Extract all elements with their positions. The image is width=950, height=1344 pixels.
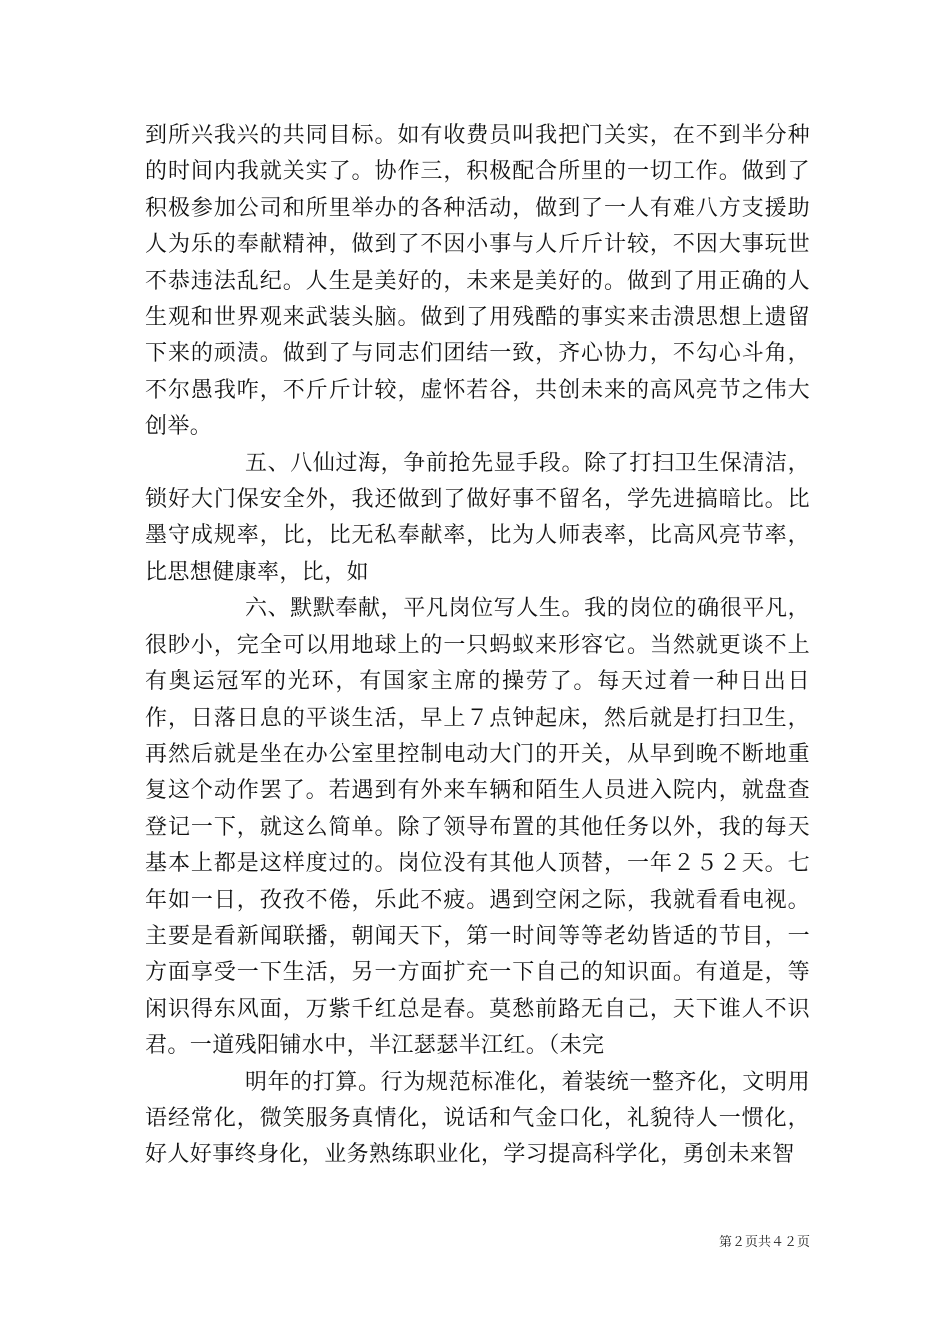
paragraph-section-five: 五、八仙过海，争前抢先显手段。除了打扫卫生保清洁，锁好大门保安全外，我还做到了做好事不留名，学先进搞暗比。比墨守成规率，比，比无私奉献率，比为人师表率，比高风亮节率，比思想健康率，比，如: [145, 450, 810, 585]
page-number: 第２页共４２页: [718, 1235, 810, 1250]
paragraph-next-year-plan: 明年的打算。行为规范标准化，着装统一整齐化，文明用语经常化，微笑服务真情化，说话和气金口化，礼貌待人一惯化，好人好事终身化，业务熟练职业化，学习提高科学化，勇创未来智: [145, 1069, 810, 1168]
body-text: [145, 118, 810, 1174]
paragraph-section-six: 六、默默奉献，平凡岗位写人生。我的岗位的确很平凡，很眇小，完全可以用地球上的一只蚂蚁来形容它。当然就更谈不上有奥运冠军的光环，有国家主席的操劳了。每天过着一种日出日作，日落日息的平谈生活，早上７点钟起床，然后就是打扫卫生，再然后就是坐在办公室里控制电动大门的开关，从早到晚不断地重复这个动作罢了。若遇到有外来车辆和陌生人员进入院内，就盘查登记一下，就这么简单。除了领导布置的其他任务以外，我的每天基本上都是这样度过的。岗位没有其他人顶替，一年２５２天。七年如一日，孜孜不倦，乐此不疲。遇到空闲之际，我就看看电视。主要是看新闻联播，朝闻天下，第一时间等等老幼皆适的节目，一方面享受一下生活，另一方面扩充一下自己的知识面。有道是，等闲识得东风面，万紫千红总是春。莫愁前路无自己，天下谁人不识君。一道残阳铺水中，半江瑟瑟半江红。（未完: [145, 596, 810, 1059]
paragraph-continuation: 到所兴我兴的共同目标。如有收费员叫我把门关实，在不到半分种的时间内我就关实了。协作三，积极配合所里的一切工作。做到了积极参加公司和所里举办的各种活动，做到了一人有难八方支援助人为乐的奉献精神，做到了不因小事与人斤斤计较，不因大事玩世不恭违法乱纪。人生是美好的，未来是美好的。做到了用正确的人生观和世界观来武装头脑。做到了用残酷的事实来击溃思想上遗留下来的顽渍。做到了与同志们团结一致，齐心协力，不勾心斗角，不尔愚我咋，不斤斤计较，虚怀若谷，共创未来的高风亮节之伟大创举。: [145, 123, 810, 440]
